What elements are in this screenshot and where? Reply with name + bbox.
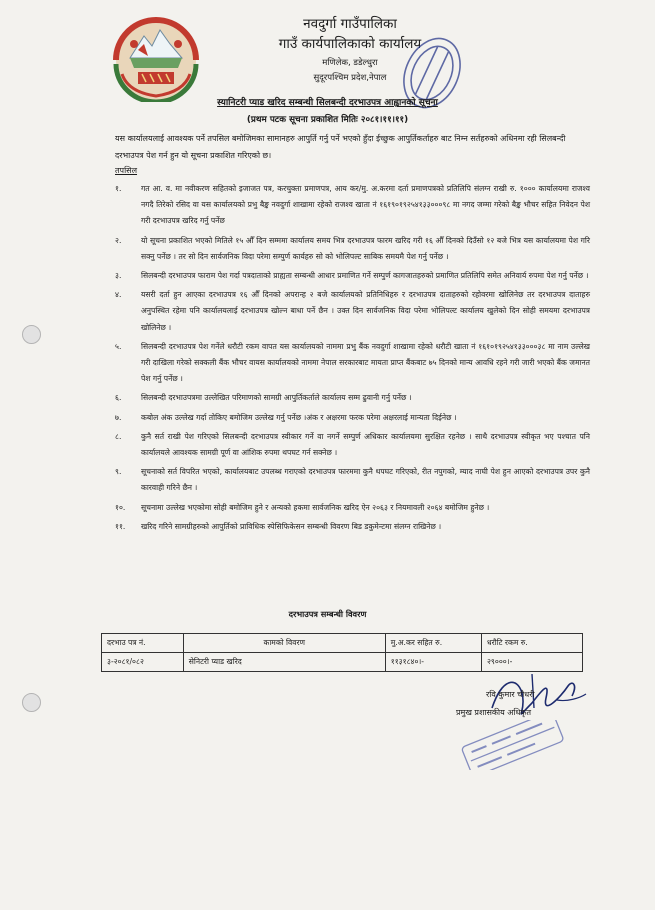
condition-item	[115, 233, 590, 265]
publish-info: (प्रथम पटक सूचना प्रकाशित मितिः २०८१।११।११)	[246, 115, 409, 125]
condition-number: ११.	[115, 521, 126, 531]
condition-text: सूचनाको सर्त विपरित भएको, कार्यालयबाट उपलब्ध गराएको दरभाउपत्र फारममा कुनै थपघट गरिएको, रीत नपुगको, म्याद नाघी पेश हुन आएको दरभाउपत्र उपर कुनै कारवाही गरिने छैन ।	[141, 467, 590, 493]
condition-text: खरिद गरिने सामग्रीहरुको आपुर्तिको प्राविधिक स्पेसिफिकेसन सम्बन्धी विवरण बिड डकुमेन्टमा संलग्न राखिनेछ ।	[141, 521, 442, 531]
table-cell: ३-२०८१/०८२	[102, 653, 184, 672]
table-title: दरभाउपत्र सम्बन्धी विवरण	[288, 609, 367, 619]
conditions-list	[115, 181, 590, 538]
intro-paragraph: यस कार्यालयलाई आवश्यक पर्ने तपसिल बमोजिमका सामानहरु आपुर्ति गर्नु पर्ने भएको हुँदा ईच्छुक आपुर्तिकर्ताहरु बाट निम्न सर्तहरुको अधिनमा रही सिलबन्दी दरभाउपत्र पेश गर्न हुन यो सूचना प्रकाशित गरिएको छ।	[115, 134, 566, 160]
condition-number: ५.	[115, 341, 122, 351]
column-header: धरौटि रकम रु.	[481, 634, 582, 653]
punch-hole-bottom	[22, 693, 41, 712]
condition-text: सिलबन्दी दरभाउपत्र फाराम पेश गर्दा पत्रदाताको प्राह्यता सम्बन्धी आधार प्रमाणित गर्ने सम्पुर्ण कागजातहरुको प्रमाणित प्रतिलिपि समेत अनिवार्य रुपमा पेश गर्नु पर्नेछ ।	[141, 271, 589, 281]
table-cell: २९०००।-	[481, 653, 582, 672]
bid-details-table	[101, 633, 583, 672]
condition-item	[115, 390, 590, 406]
condition-item	[115, 268, 590, 284]
condition-number: ६.	[115, 393, 122, 403]
condition-item	[115, 429, 590, 461]
condition-text: कुनै सर्त राखी पेश गरिएको सिलबन्दी दरभाउपत्र स्वीकार गर्ने वा नगर्ने सम्पुर्ण अधिकार कार्यालयमा सुरक्षित रहनेछ । साथै दरभाउपत्र स्वीकृत भए पश्चात पनि कार्यालयले आवश्यक सामग्री पूर्ण वा आंशिक रुपमा थपघट गर्न सक्नेछ ।	[141, 431, 590, 458]
condition-number: ७.	[115, 412, 122, 422]
condition-number: १०.	[115, 502, 126, 512]
table-cell: ११३१८४०।-	[385, 653, 481, 672]
column-header: दरभाउ पत्र नं.	[102, 634, 184, 653]
condition-text: यो सूचना प्रकाशित भएको मितिले १५ औँ दिन सम्ममा कार्यालय समय भित्र दरभाउपत्र फारम खरिद गरी १६ औँ दिनको दिउँसो १२ बजे भित्र यस कार्यालयमा पेश गरि सक्नु पर्नेछ । तर सो दिन सार्वजनिक विदा परेमा सम्पुर्ण कार्यहरु सो को भोलिपल्ट साबिक समयमै पेश गर्नु पर्नेछ ।	[141, 235, 590, 261]
column-header: मु.अ.कर सहित रु.	[385, 634, 481, 653]
column-header: कामको विवरण	[183, 634, 385, 653]
condition-text: सिलबन्दी दरभाउपत्र पेश गर्नेले धरौटी रकम वापत यस कार्यालयको नाममा प्रभु बैंक नवदुर्गा शाखामा रहेको धरौटी खाता नं १६१०१९२५४१३३०००३८ मा नाम उल्लेख गरी दाखिला गरेको सक्कली बैंक भौचर वायस कार्यालयको नाममा नेपाल सरकारबाट मायता प्राप्त बैंकबाट ७५ दिनको मान्य आवधि रहने गरी जारी भएको बैंक जमानत पेश गर्नु पर्नेछ ।	[141, 341, 590, 384]
table-header-row	[102, 634, 583, 653]
condition-item	[115, 464, 590, 496]
condition-number: ९.	[115, 467, 122, 477]
condition-item	[115, 410, 590, 426]
condition-number: ३.	[115, 271, 122, 281]
condition-number: १.	[115, 184, 122, 193]
tapsil-label: तपसिल	[115, 166, 138, 175]
officer-stamp-icon	[458, 720, 568, 770]
office-province: सुदूरपश्चिम प्रदेश,नेपाल	[313, 73, 387, 83]
signatory-designation: प्रमुख प्रशासकीय अधिकृत	[456, 708, 532, 717]
condition-item	[115, 287, 590, 336]
notice-title: स्यानिटरी प्याड खरिद सम्बन्धी सिलबन्दी दरभाउपत्र आह्वानको सूचना	[217, 98, 438, 108]
condition-number: ८.	[115, 431, 122, 441]
condition-number: ४.	[115, 290, 122, 300]
condition-number: २.	[115, 235, 122, 245]
nepal-emblem-icon	[108, 14, 204, 102]
office-name: नवदुर्गा गाउँपालिका	[303, 16, 397, 32]
signatory-name: रवि कुमार चौधरी	[486, 690, 535, 699]
condition-item	[115, 519, 590, 535]
office-location: मणिलेक, डडेल्धुरा	[322, 58, 378, 68]
condition-text: सिलबन्दी दरभाउपत्रमा उल्लेखित परिमाणको सामग्री आपुर्तिकर्ताले कार्यालय सम्म ढुवानी गर्नु पर्नेछ ।	[141, 393, 412, 403]
office-title: गाउँ कार्यपालिकाको कार्यालय	[278, 36, 422, 52]
condition-text: सूचनामा उल्लेख भएकोमा सोही बमोजिम हुने र अन्यको हकमा सार्वजनिक खरिद ऐन २०६३ र नियमावली २०६४ बमोजिम हुनेछ ।	[141, 502, 490, 512]
condition-text: कबोल अंक उल्लेख गर्दा तोकिए बमोजिम उल्लेख गर्नु पर्नेछ ।अंक र अक्षरमा फरक परेमा अक्षरलाई मान्यता दिईनेछ ।	[141, 412, 457, 422]
condition-item	[115, 500, 590, 516]
condition-text: गत आ. व. मा नवीकरण सहितको इजाजत पत्र, करचुक्ता प्रमाणपत्र, आय कर/मु. अ.करमा दर्ता प्रमाणपत्रको प्रतिलिपि संलग्न राखी रु. १००० कार्यालयमा राजश्व नगदै तिरेको रसिद वा यस कार्यालयको प्रभु बैङ्क नवदुर्गा शाखामा रहेको राजश्व खाता नं १६१९०१९२५४१३३०००९८ मा नगद जम्मा गरेको बैङ्क भौचर सहित निवेदन पेश गरी दरभाउपत्र खरिद गर्नु पर्नेछ	[141, 184, 590, 226]
condition-item	[115, 181, 590, 230]
punch-hole-top	[22, 325, 41, 344]
condition-text: यसरी दर्ता हुन आएका दरभाउपत्र १६ औँ दिनको अपरान्ह २ बजे कार्यालयको प्रतिनिधिहरु र दरभाउपत्र दाताहरुको रहोवरमा खोलिनेछ तर दरभाउपत्र दाताहरु अनुपस्थित रहेमा पनि कार्यालयलाई दरभाउपत्र खोल्न बाधा पर्ने छैन । उक्त दिन सार्वजनिक विदा परेमा भोलिपल्ट कार्यालय खुलेको दिन सोही समयमा दरभाउपत्र खोलिनेछ ।	[141, 290, 590, 332]
condition-item	[115, 339, 590, 388]
table-cell: सेनिटरी प्याड खरिद	[183, 653, 385, 672]
